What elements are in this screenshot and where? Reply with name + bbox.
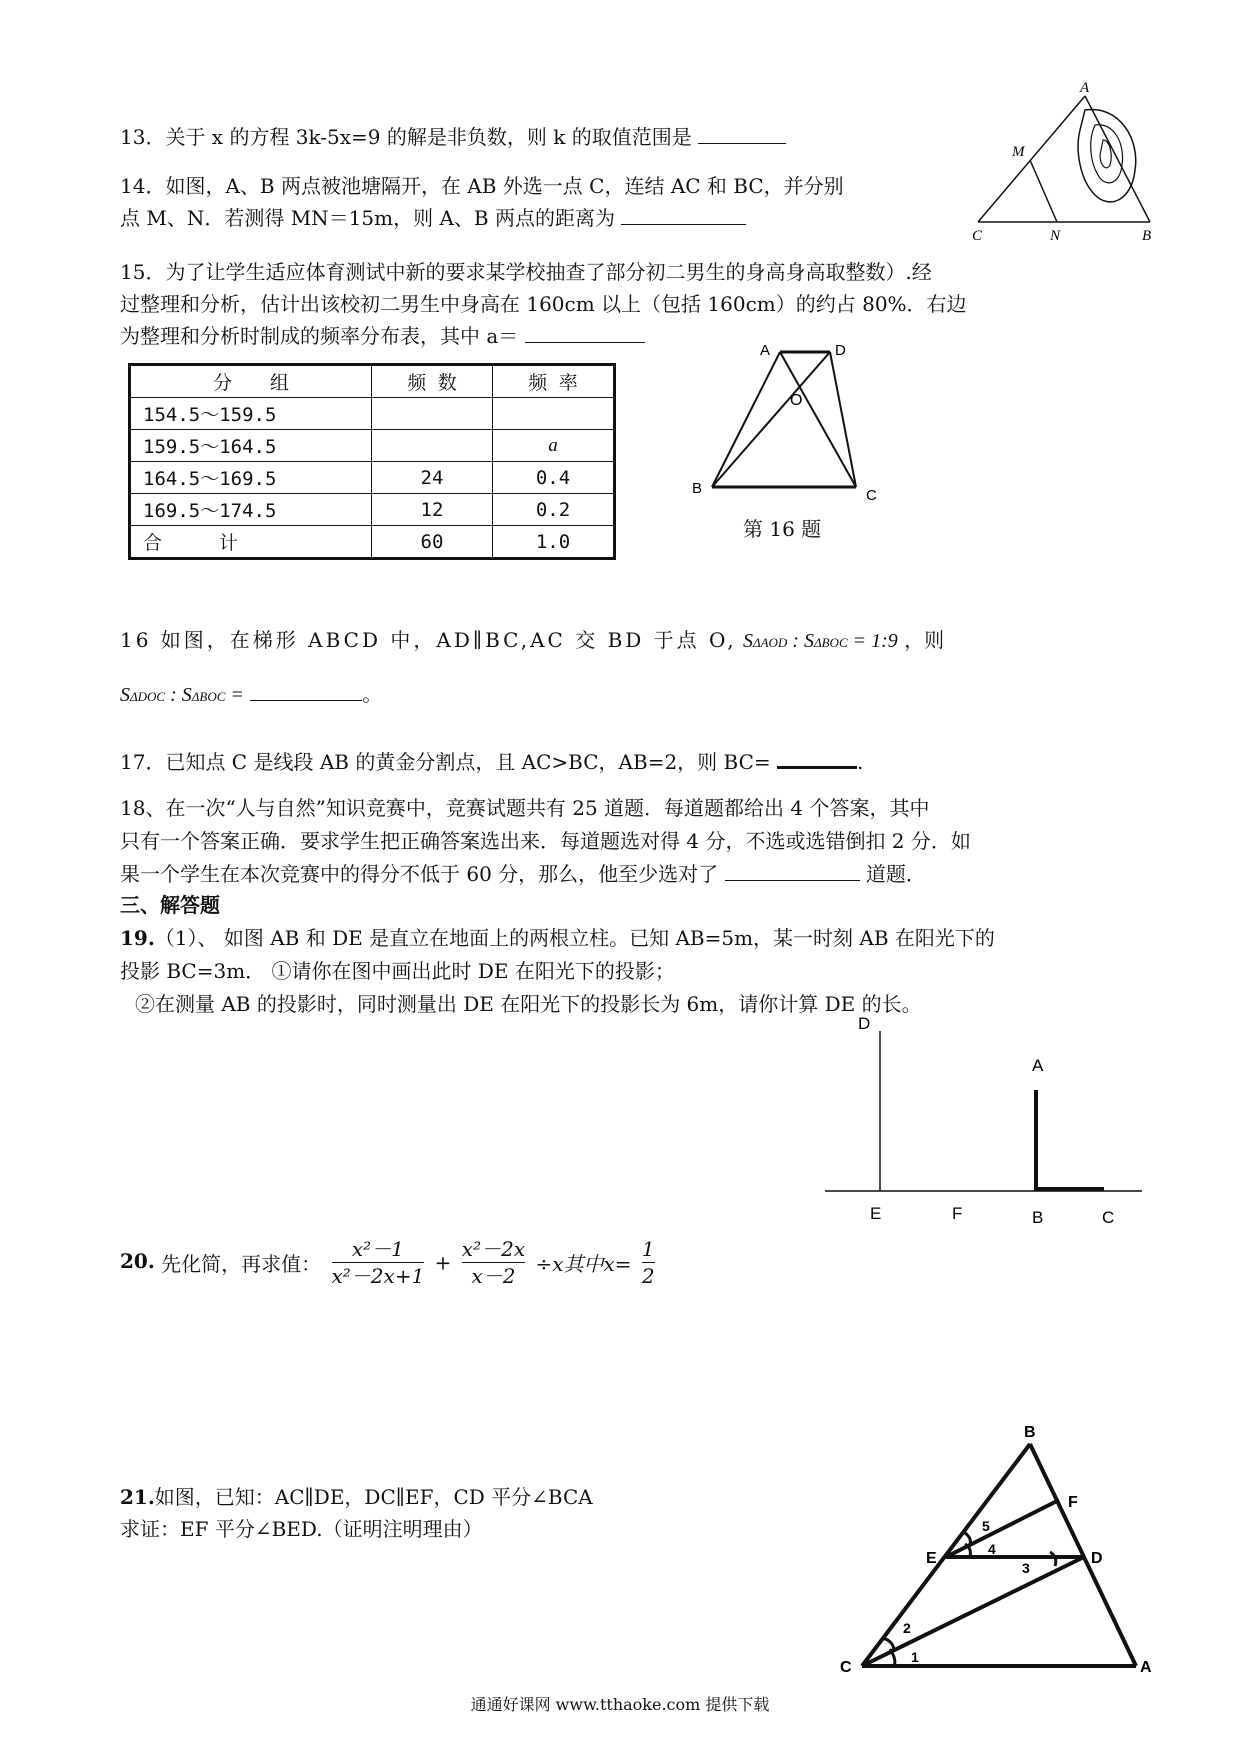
q16-suffix: 。	[362, 682, 383, 706]
q19-line2: 投影 BC=3m． ①请你在图中画出此时 DE 在阳光下的投影；	[120, 959, 675, 983]
q14-fig-label-n: N	[1050, 228, 1061, 244]
table-cell: 164.5～169.5	[130, 462, 372, 494]
table-cell: 12	[372, 494, 493, 526]
q20-x-denominator: 2	[641, 1264, 655, 1288]
q19-fig-label-a: A	[1032, 1056, 1044, 1075]
q17-text: 17．已知点 C 是线段 AB 的黄金分割点，且 AC>BC，AB=2，则 BC=	[120, 750, 771, 774]
q20-x-numerator: 1	[641, 1237, 655, 1261]
q14-fig-label-m: M	[1012, 144, 1025, 160]
q19-fig-label-d: D	[858, 1014, 871, 1033]
q15-line2: 过整理和分析，估计出该校初二男生中身高在 160cm 以上（包括 160cm）的约占 80%．右边	[120, 292, 967, 316]
q21-fig-label-a: A	[1140, 1659, 1152, 1676]
q16-fig-label-d: D	[835, 342, 846, 359]
q20-f1-denominator: x²－2x+1	[331, 1264, 425, 1288]
q21-angle-4: 4	[988, 1541, 996, 1557]
table-cell: 24	[372, 462, 493, 494]
q21-angle-2: 2	[903, 1620, 911, 1636]
q16-fig-label-o: O	[790, 392, 803, 409]
table-header: 频 率	[493, 365, 615, 398]
q14-fig-label-c: C	[972, 228, 983, 244]
q19-line3: ②在测量 AB 的投影时，同时测量出 DE 在阳光下的投影长为 6m，请你计算 DE 的长。	[135, 992, 922, 1016]
q21-fig-label-f: F	[1068, 1494, 1078, 1511]
q16-fig-label-a: A	[760, 342, 771, 359]
q21-line2: 求证：EF 平分∠BED.（证明注明理由）	[120, 1517, 483, 1541]
q14-line2-text: 点 M、N．若测得 MN＝15m，则 A、B 两点的距离为	[120, 206, 615, 230]
q19-number: 19.	[120, 926, 155, 950]
q16-asked-ratio: SΔDOC : SΔBOC =	[120, 684, 244, 706]
table-cell: 159.5～164.5	[130, 430, 372, 462]
table-cell: 154.5～159.5	[130, 398, 372, 430]
table-cell: 合 计	[130, 526, 372, 559]
q16-fig-label-c: C	[866, 487, 877, 504]
q21-angle-1: 1	[911, 1649, 919, 1665]
q17-period: .	[857, 750, 864, 774]
q20-middle-text: ÷x其中x=	[535, 1252, 632, 1276]
q21-fig-label-e: E	[926, 1550, 937, 1567]
q16-s-boc: ΔBOC	[813, 635, 848, 650]
q19-fig-label-b: B	[1032, 1208, 1044, 1227]
q16-prefix: 16 如图，在梯形 ABCD 中，AD∥BC,AC 交 BD 于点 O,	[120, 628, 737, 652]
table-cell: 0.4	[493, 462, 615, 494]
q21-number: 21.	[120, 1485, 155, 1509]
q19-fig-label-e: E	[870, 1204, 882, 1223]
q16-ratio-value: 1:9	[871, 630, 898, 652]
q16-then: ，则	[904, 628, 945, 652]
q20-f2-numerator: x²－2x	[461, 1237, 526, 1261]
q20-number: 20.	[120, 1249, 155, 1273]
q14-fig-label-b: B	[1142, 228, 1152, 244]
table-cell: 0.2	[493, 494, 615, 526]
q21-fig-label-b: B	[1024, 1424, 1036, 1441]
q20-f1-numerator: x²－1	[332, 1236, 425, 1263]
q16-s-boc-2: ΔBOC	[191, 689, 226, 704]
q18-line2: 只有一个答案正确．要求学生把正确答案选出来．每道题选对得 4 分，不选或选错倒扣 2 分．如	[120, 829, 971, 853]
q21-angle-5: 5	[982, 1518, 990, 1534]
table-cell: 60	[372, 526, 493, 559]
q14-fig-label-a: A	[1080, 80, 1090, 96]
q16-fig-label-b: B	[692, 480, 703, 497]
q16-s-aod: ΔAOD	[752, 635, 788, 650]
q20-plus: +	[434, 1250, 452, 1275]
table-header: 分 组	[130, 365, 372, 398]
q21-fig-label-c: C	[840, 1659, 852, 1676]
q18-line1: 18、在一次“人与自然”知识竞赛中，竞赛试题共有 25 道题．每道题都给出 4 个答案，其中	[120, 796, 930, 820]
q18-line3-text: 果一个学生在本次竞赛中的得分不低于 60 分，那么，他至少选对了	[120, 862, 719, 886]
q19-fig-label-c: C	[1102, 1208, 1115, 1227]
q16-figure-caption: 第 16 题	[743, 517, 822, 541]
table-cell: 1.0	[493, 526, 615, 559]
q21-fig-label-d: D	[1091, 1550, 1103, 1567]
q13-label: 13．关于 x 的方程 3k-5x=9 的解是非负数，则 k 的取值范围是	[120, 125, 692, 149]
q21-angle-3: 3	[1022, 1560, 1030, 1576]
q18-line3-end: 道题．	[865, 862, 926, 886]
q16-given-ratio: SΔAOD : SΔBOC = 1:9	[742, 630, 898, 652]
q19-line1-text: （1）、 如图 AB 和 DE 是直立在地面上的两根立柱。已知 AB=5m，某一时刻 AB 在阳光下的	[154, 926, 995, 950]
q20-f2-denominator: x－2	[471, 1264, 516, 1288]
table-cell: 169.5～174.5	[130, 494, 372, 526]
q15-line1: 15．为了让学生适应体育测试中新的要求某学校抽查了部分初二男生的身高身高取整数）.经	[120, 260, 932, 284]
q21-line1-text: 如图，已知：AC∥DE，DC∥EF，CD 平分∠BCA	[154, 1485, 593, 1509]
page-footer: 通通好课网 www.tthaoke.com 提供下载	[470, 1695, 770, 1714]
q15-line3-text: 为整理和分析时制成的频率分布表，其中 a＝	[120, 324, 519, 348]
q19-fig-label-f: F	[952, 1204, 963, 1223]
q16-s-doc: ΔDOC	[130, 689, 166, 704]
section-heading: 三、解答题	[120, 893, 220, 917]
table-header: 频 数	[372, 365, 493, 398]
q20-text: 先化简，再求值：	[161, 1252, 322, 1276]
q14-line1: 14．如图，A、B 两点被池塘隔开，在 AB 外选一点 C，连结 AC 和 BC，并分别	[120, 174, 844, 198]
table-cell: a	[493, 430, 615, 462]
